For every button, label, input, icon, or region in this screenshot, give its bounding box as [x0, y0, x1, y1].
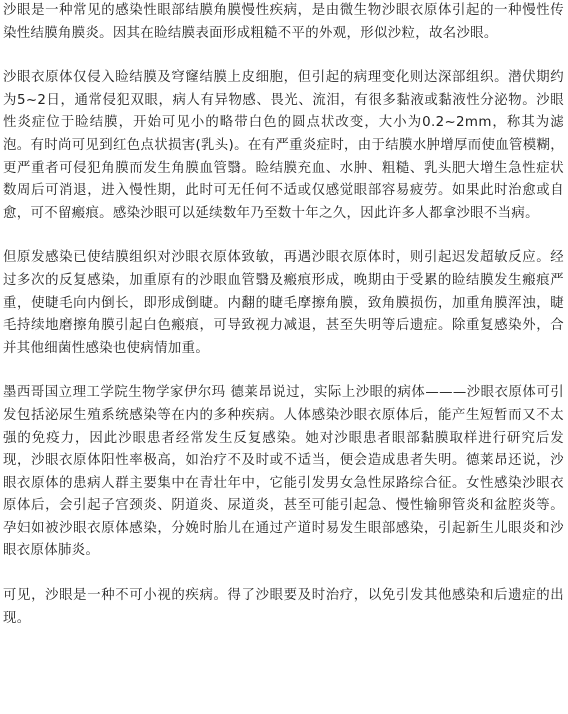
paragraph-conclusion: 可见，沙眼是一种不可小视的疾病。得了沙眼要及时治疗，以免引发其他感染和后遗症的出现。 [3, 588, 564, 626]
paragraph-reinfection: 但原发感染已使结膜组织对沙眼衣原体致敏，再遇沙眼衣原体时，则引起迟发超敏反应。经过多次的反复感染，加重原有的沙眼血管翳及瘢痕形成，晚期由于受累的睑结膜发生瘢痕严重，使睫毛向内倒长，即形成倒睫。内翻的睫毛摩擦角膜，致角膜损伤，加重角膜浑浊，睫毛持续地磨擦角膜引起白色瘢痕，可导致视力减退，甚至失明等后遗症。除重复感染外，合并其他细菌性感染也使病情加重。 [3, 250, 564, 356]
paragraph-definition: 沙眼是一种常见的感染性眼部结膜角膜慢性疾病，是由微生物沙眼衣原体引起的一种慢性传染性结膜角膜炎。因其在睑结膜表面形成粗糙不平的外观，形似沙粒，故名沙眼。 [3, 3, 564, 41]
paragraph-symptoms: 沙眼衣原体仅侵入睑结膜及穹窿结膜上皮细胞，但引起的病理变化则达深部组织。潜伏期约为5~2日，通常侵犯双眼，病人有异物感、畏光、流泪，有很多黏液或黏液性分泌物。沙眼性炎症位于睑结膜，开始可见小的略带白色的圆点状改变，大小为0.2~2mm，称其为滤泡。有时尚可见到红色点状损害(乳头)。在有严重炎症时，由于结膜水肿增厚而使血管模糊，更严重者可侵犯角膜而发生角膜血管翳。睑结膜充血、水肿、粗糙、乳头肥大增生急性症状数周后可消退，进入慢性期，此时可无任何不适或仅感觉眼部容易疲劳。如果此时治愈或自愈，可不留瘢痕。感染沙眼可以延续数年乃至数十年之久，因此许多人都拿沙眼不当病。 [3, 70, 564, 221]
paragraph-expert-view: 墨西哥国立理工学院生物学家伊尔玛 德莱昂说过，实际上沙眼的病体———沙眼衣原体可引发包括泌尿生殖系统感染等在内的多种疾病。人体感染沙眼衣原体后，能产生短暂而又不太强的免疫力，因此沙眼患者经常发生反复感染。她对沙眼患者眼部黏膜取样进行研究后发现，沙眼衣原体阳性率极高，如治疗不及时或不适当，便会造成患者失明。德莱昂还说，沙眼衣原体的患病人群主要集中在青壮年中，它能引发男女急性尿路综合征。女性感染沙眼衣原体后，会引起子宫颈炎、阴道炎、尿道炎，甚至可能引起急、慢性输卵管炎和盆腔炎等。孕妇如被沙眼衣原体感染，分娩时胎儿在通过产道时易发生眼部感染，引起新生儿眼炎和沙眼衣原体肺炎。 [3, 385, 564, 559]
